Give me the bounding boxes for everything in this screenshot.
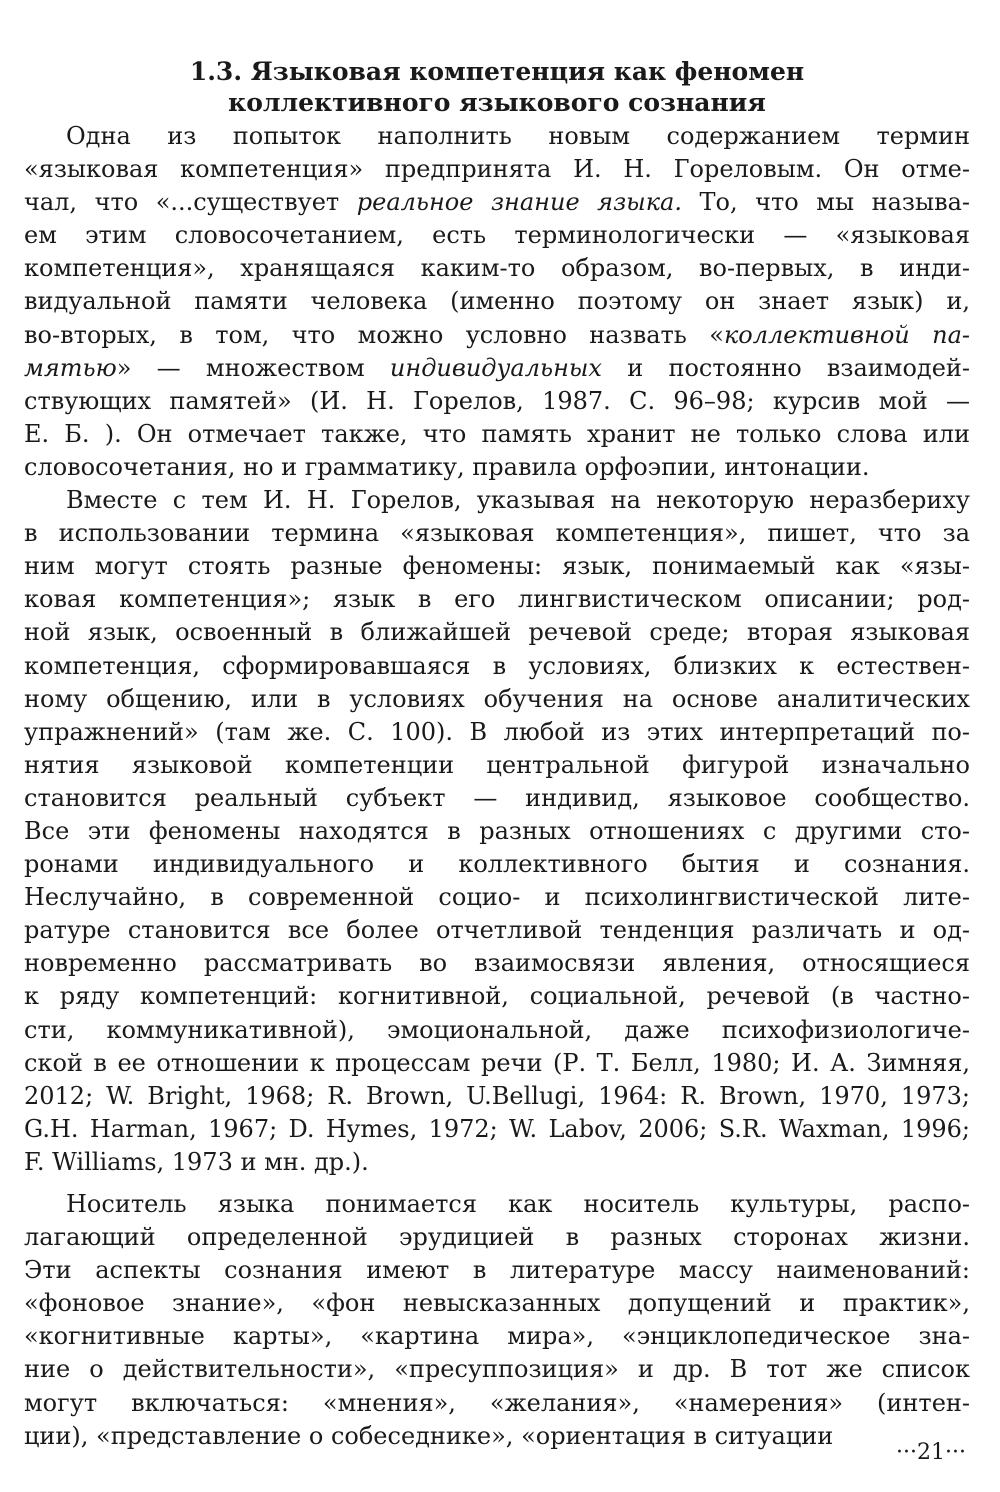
- text-line: [24, 352, 970, 385]
- text-run: и постоянно взаимодей-: [601, 353, 970, 382]
- italic-text: индивидуальных: [389, 353, 602, 382]
- text-run: Носитель языка понимается как носитель культуры, распо-: [66, 1190, 970, 1218]
- text-run: Вместе с тем И. Н. Горелов, указывая на некоторую неразбериху: [66, 486, 970, 515]
- text-line: [24, 186, 970, 219]
- text-line: [24, 484, 970, 517]
- text-run: ронами индивидуального и коллективного бытия и сознания.: [24, 850, 970, 879]
- text-line: [24, 451, 970, 484]
- text-run: компетенция, сформировавшаяся в условиях, близких к естествен-: [24, 651, 970, 680]
- text-run: чал, что «...существует: [24, 188, 357, 217]
- body-text: [24, 120, 970, 1453]
- italic-text: мятью: [24, 353, 117, 382]
- paragraph: [24, 484, 970, 1179]
- text-line: [24, 1254, 970, 1287]
- paragraph: [24, 120, 970, 484]
- text-line: [24, 683, 970, 716]
- text-run: ние о действительности», «пресуппозиция» и др. В тот же список: [24, 1355, 970, 1384]
- text-line: [24, 120, 970, 153]
- text-run: компетенция», хранящаяся каким-то образом, во-первых, в инди-: [24, 254, 970, 283]
- text-line: [24, 319, 970, 352]
- text-run: могут включаться: «мнения», «желания», «намерения» (интен-: [24, 1388, 970, 1417]
- section-heading-line-2: коллективного языкового сознания: [228, 88, 766, 117]
- text-line: [24, 550, 970, 583]
- text-line: [24, 1146, 970, 1179]
- text-run: ному общению, или в условиях обучения на основе аналитических: [24, 684, 970, 713]
- text-run: Одна из попыток наполнить новым содержанием термин: [66, 122, 970, 150]
- text-line: [24, 881, 970, 914]
- text-run: «фоновое знание», «фон невысказанных допущений и практик»,: [24, 1289, 970, 1318]
- text-run: «когнитивные карты», «картина мира», «энциклопедическое зна-: [24, 1322, 970, 1351]
- text-line: [24, 285, 970, 318]
- text-line: [24, 517, 970, 550]
- text-line: [24, 749, 970, 782]
- text-line: [24, 583, 970, 616]
- italic-text: коллективной па-: [723, 320, 970, 349]
- text-line: [24, 1047, 970, 1080]
- text-run: видуальной памяти человека (именно поэтому он знает язык) и,: [24, 287, 970, 316]
- text-run: новременно рассматривать во взаимосвязи явления, относящиеся: [24, 949, 970, 978]
- text-run: ской в ее отношении к процессам речи (Р. Т. Белл, 1980; И. А. Зимняя,: [24, 1048, 970, 1077]
- section-heading-line-1: 1.3. Языковая компетенция как феномен: [189, 57, 805, 86]
- text-line: [24, 1188, 970, 1221]
- text-run: упражнений» (там же. С. 100). В любой из этих интерпретаций по-: [24, 717, 970, 746]
- text-run: «языковая компетенция» предпринята И. Н. Гореловым. Он отме-: [24, 155, 970, 184]
- text-line: [24, 616, 970, 649]
- text-run: во-вторых, в том, что можно условно назвать «: [24, 320, 724, 349]
- text-run: Все эти феномены находятся в разных отношениях с другими сто-: [24, 816, 970, 845]
- text-run: То, что мы называ-: [681, 188, 970, 217]
- text-line: [24, 1221, 970, 1254]
- text-run: в использовании термина «языковая компетенция», пишет, что за: [24, 519, 970, 548]
- text-line: [24, 252, 970, 285]
- text-run: 2012; W. Bright, 1968; R. Brown, U.Bellugi, 1964: R. Brown, 1970, 1973;: [24, 1081, 970, 1110]
- text-run: к ряду компетенций: когнитивной, социальной, речевой (в частно-: [24, 982, 970, 1011]
- text-run: становится реальный субъект — индивид, языковое сообщество.: [24, 783, 970, 812]
- text-line: [24, 716, 970, 749]
- text-line: [24, 650, 970, 683]
- text-line: [24, 1080, 970, 1113]
- text-line: [24, 219, 970, 252]
- text-run: ции), «представление о собеседнике», «ориентация в ситуации: [24, 1421, 834, 1450]
- text-run: Эти аспекты сознания имеют в литературе массу наименований:: [24, 1256, 970, 1285]
- text-run: лагающий определенной эрудицией в разных сторонах жизни.: [24, 1223, 970, 1252]
- text-line: [24, 947, 970, 980]
- text-line: [24, 1320, 970, 1353]
- page-number: ···21···: [896, 1440, 966, 1465]
- text-line: [24, 848, 970, 881]
- text-line: [24, 385, 970, 418]
- text-line: [24, 1387, 970, 1420]
- text-line: [24, 153, 970, 186]
- text-run: словосочетания, но и грамматику, правила орфоэпии, интонации.: [24, 452, 870, 481]
- text-line: [24, 1353, 970, 1386]
- text-run: Неслучайно, в современной социо- и психолингвистической лите-: [24, 883, 970, 912]
- text-run: ствующих памятей» (И. Н. Горелов, 1987. С. 96–98; курсив мой —: [24, 386, 970, 415]
- text-run: сти, коммуникативной), эмоциональной, даже психофизиологиче-: [24, 1015, 970, 1044]
- text-line: [24, 980, 970, 1013]
- text-run: » — множеством: [116, 353, 390, 382]
- text-line: [24, 1287, 970, 1320]
- text-run: ковая компетенция»; язык в его лингвистическом описании; род-: [24, 585, 970, 614]
- text-run: Е. Б. ). Он отмечает также, что память хранит не только слова или: [24, 419, 970, 448]
- section-heading: [24, 56, 970, 118]
- text-line: [24, 1014, 970, 1047]
- text-run: ной язык, освоенный в ближайшей речевой среде; вторая языковая: [24, 618, 970, 647]
- text-line: [24, 1113, 970, 1146]
- text-line: [24, 815, 970, 848]
- text-line: [24, 914, 970, 947]
- text-line: [24, 1420, 970, 1453]
- text-run: ем этим словосочетанием, есть терминологически — «языковая: [24, 221, 970, 250]
- text-line: [24, 418, 970, 451]
- text-run: F. Williams, 1973 и мн. др.).: [24, 1147, 369, 1176]
- text-run: нятия языковой компетенции центральной фигурой изначально: [24, 750, 970, 779]
- text-run: G.H. Harman, 1967; D. Hymes, 1972; W. Labov, 2006; S.R. Waxman, 1996;: [24, 1114, 970, 1143]
- text-run: ратуре становится все более отчетливой тенденция различать и од-: [24, 916, 970, 945]
- paragraph: [24, 1188, 970, 1453]
- italic-text: реальное знание языка.: [356, 188, 682, 217]
- text-run: ним могут стоять разные феномены: язык, понимаемый как «язы-: [24, 552, 970, 581]
- text-line: [24, 782, 970, 815]
